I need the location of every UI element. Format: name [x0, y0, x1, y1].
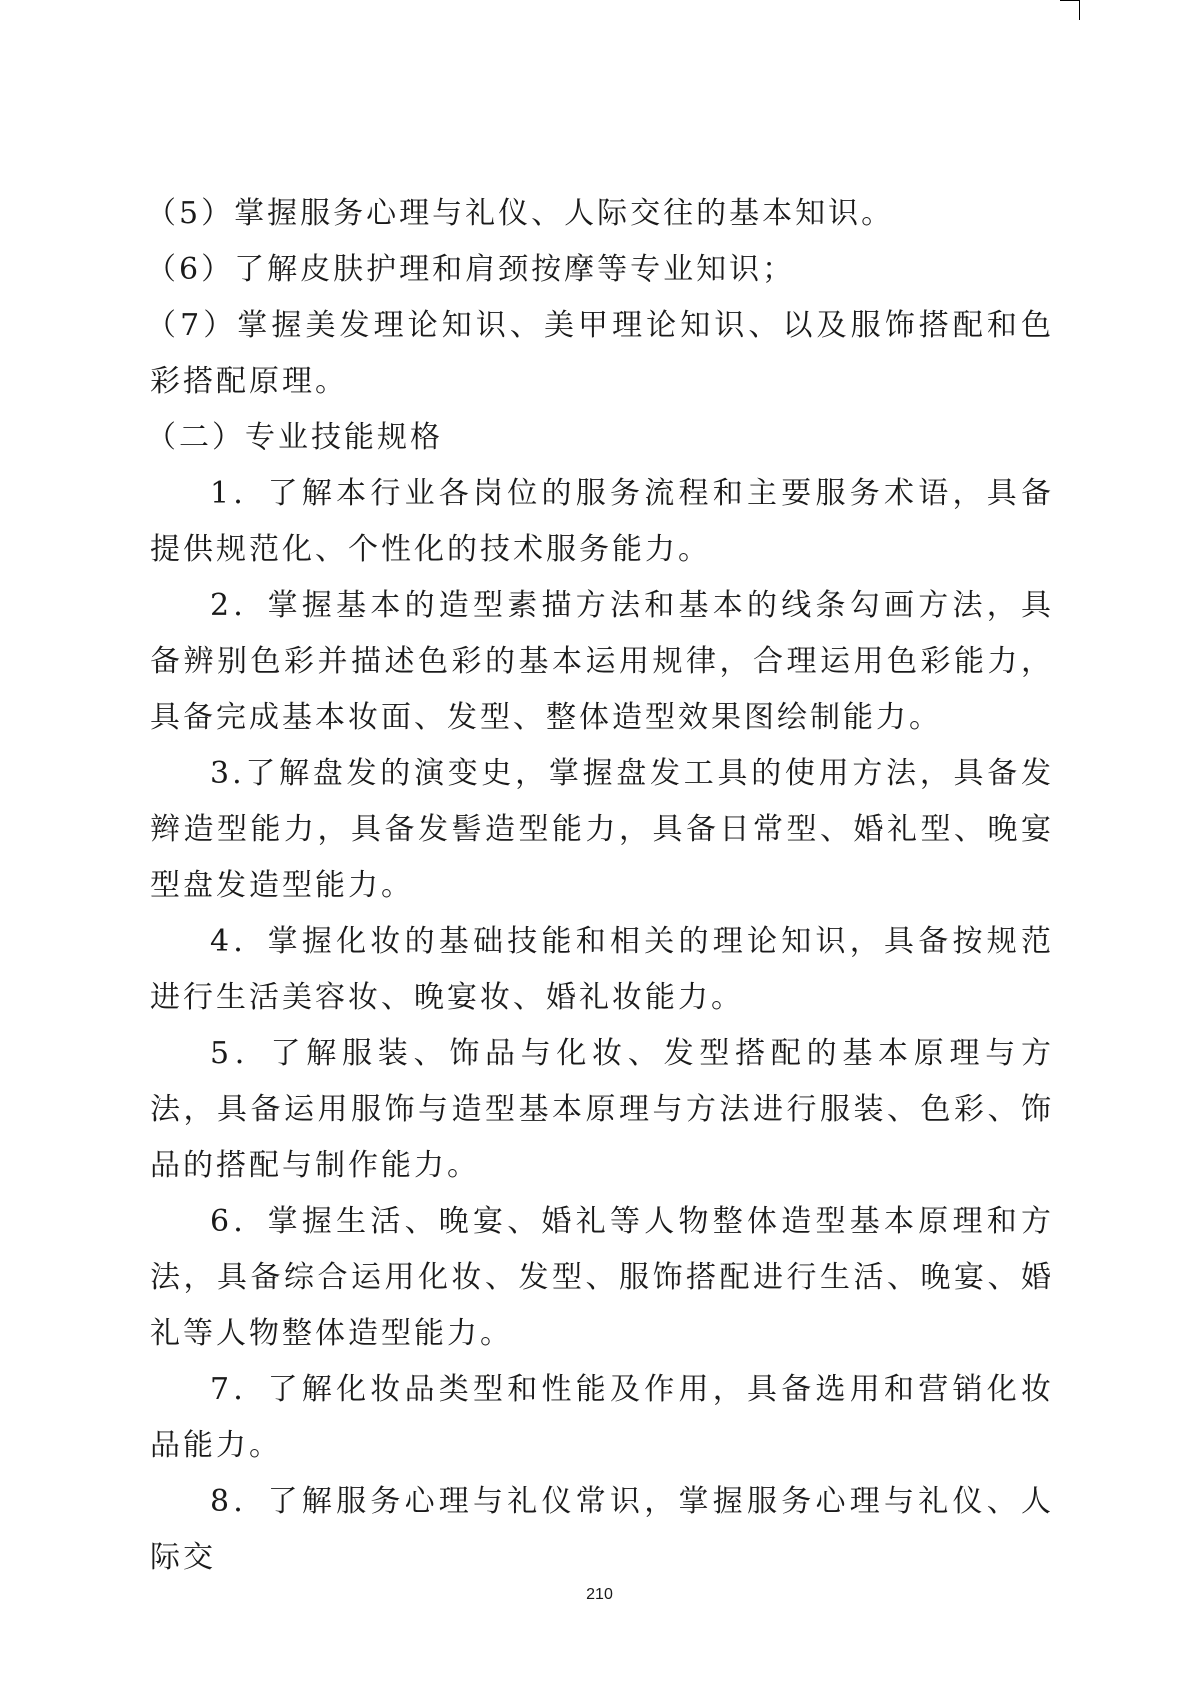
paragraph-skill-4: 4．掌握化妆的基础技能和相关的理论知识，具备按规范进行生活美容妆、晚宴妆、婚礼妆能力。 [150, 924, 1054, 1015]
paragraph-item-5: （5）掌握服务心理与礼仪、人际交往的基本知识。 [146, 196, 895, 231]
section-heading: （二）专业技能规格 [146, 420, 443, 455]
paragraph-skill-3: 3.了解盘发的演变史，掌握盘发工具的使用方法，具备发辫造型能力，具备发髻造型能力，具备日常型、婚礼型、晚宴型盘发造型能力。 [150, 756, 1054, 903]
paragraph-skill-7: 7．了解化妆品类型和性能及作用，具备选用和营销化妆品能力。 [150, 1372, 1054, 1463]
paragraph-item-6: （6）了解皮肤护理和肩颈按摩等专业知识； [146, 252, 796, 287]
paragraph-skill-5: 5．了解服装、饰品与化妆、发型搭配的基本原理与方法，具备运用服饰与造型基本原理与方法进行服装、色彩、饰品的搭配与制作能力。 [150, 1036, 1054, 1183]
paragraph-skill-2: 2．掌握基本的造型素描方法和基本的线条勾画方法，具备辨别色彩并描述色彩的基本运用规律，合理运用色彩能力，具备完成基本妆面、发型、整体造型效果图绘制能力。 [150, 588, 1054, 735]
paragraph-skill-8: 8．了解服务心理与礼仪常识，掌握服务心理与礼仪、人际交 [150, 1484, 1054, 1575]
page-number: 210 [586, 1586, 613, 1603]
crop-mark [1060, 0, 1080, 20]
paragraph-item-7: （7）掌握美发理论知识、美甲理论知识、以及服饰搭配和色彩搭配原理。 [146, 308, 1054, 399]
paragraph-skill-1: 1．了解本行业各岗位的服务流程和主要服务术语，具备提供规范化、个性化的技术服务能力。 [150, 476, 1054, 567]
document-body [146, 186, 1054, 1586]
paragraph-skill-6: 6．掌握生活、晚宴、婚礼等人物整体造型基本原理和方法，具备综合运用化妆、发型、服饰搭配进行生活、晚宴、婚礼等人物整体造型能力。 [150, 1204, 1054, 1351]
